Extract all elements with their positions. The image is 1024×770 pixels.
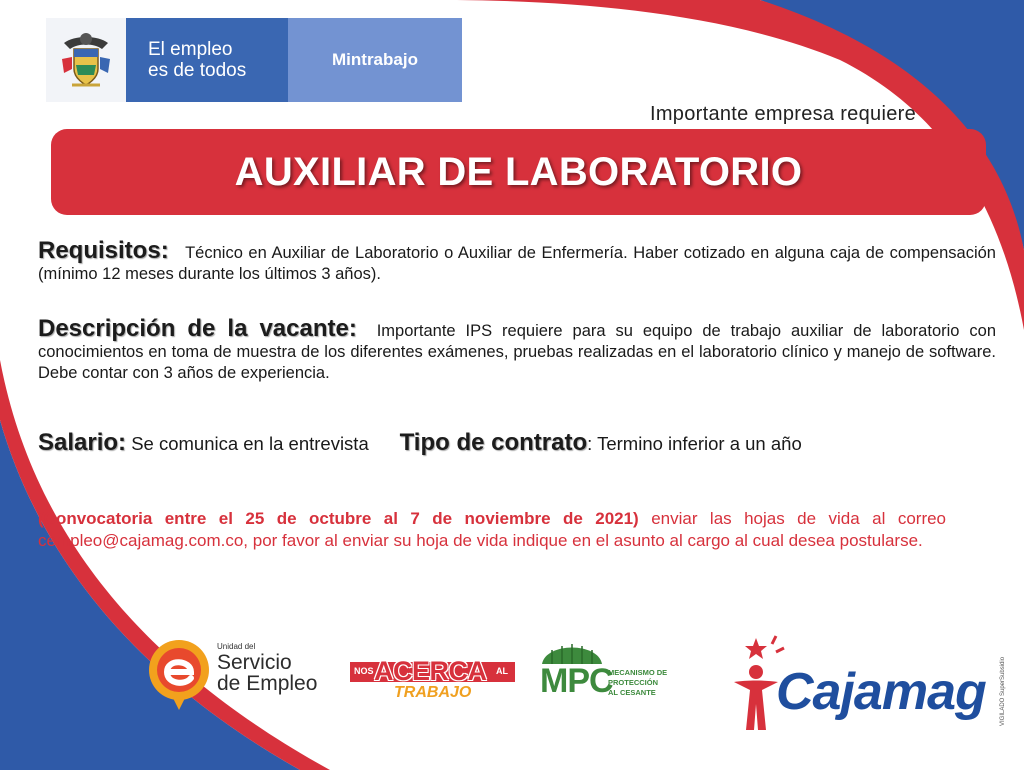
title-banner <box>51 129 986 215</box>
acerca-nos: NOS <box>354 666 374 676</box>
application-instructions: enviar las hojas de vida al correo cempleo@cajamag.com.co, por favor al enviar su hoja de vida indique en el asunto al cargo al cual desea postularse. <box>38 509 947 550</box>
servicio-small: Unidad del <box>217 642 256 651</box>
job-title: AUXILIAR DE LABORATORIO <box>234 149 803 194</box>
servicio-line-2: de Empleo <box>217 672 318 695</box>
mpc-letters: MPC <box>540 662 613 700</box>
application-period: (Convocatoria entre el 25 de octubre al 7 de noviembre de 2021) <box>38 509 639 528</box>
salary-contract-row: Salario: Se comunica en la entrevista Tipo de contrato: Termino inferior a un año <box>38 429 802 456</box>
servicio-empleo-icon <box>145 634 215 714</box>
acerca-trabajo-logo <box>350 656 515 706</box>
requirements-heading: Requisitos <box>38 237 161 264</box>
vigilado-text: VIGILADO SuperSubsidio <box>1000 656 1006 726</box>
mpc-logo <box>540 636 670 722</box>
description-text: Importante IPS requiere para su equipo de trabajo auxiliar de laboratorio con conocimientos en toma de muestra de los diferentes exámenes, pruebas realizadas en el laboratorio clínico y manejo de software. Debe contar con 3 años de experiencia. <box>38 322 996 382</box>
contract-heading: Tipo de contrato <box>399 429 588 456</box>
description-heading: Descripción de la vacante: <box>38 315 357 342</box>
cajamag-wordmark: Cajamag <box>776 663 986 721</box>
mpc-subtitle <box>608 668 667 698</box>
servicio-empleo-logo <box>145 634 335 714</box>
government-header <box>46 18 462 102</box>
slogan <box>126 18 288 102</box>
vigilado-badge <box>994 640 1008 730</box>
requirements-section: Requisitos: Técnico en Auxiliar de Laboratorio o Auxiliar de Enfermería. Haber cotizado en alguna caja de compensación (mínimo 12 meses durante los últimos 3 años). <box>38 237 996 283</box>
acerca-al: AL <box>496 666 508 676</box>
servicio-line-1: Servicio <box>217 651 292 674</box>
description-section <box>38 315 996 384</box>
tagline: Importante empresa requiere <box>649 103 916 125</box>
slogan-line-1: El empleo <box>148 39 233 60</box>
application-notice <box>38 508 946 551</box>
partner-logos <box>0 620 1024 770</box>
slogan-line-2: es de todos <box>148 60 247 81</box>
salary-heading: Salario <box>38 429 119 456</box>
mpc-line-2: PROTECCIÓN <box>608 678 659 687</box>
acerca-main: ACERCA <box>374 656 487 686</box>
acerca-trabajo: TRABAJO <box>394 684 472 701</box>
mpc-line-1: MECANISMO DE <box>608 668 668 677</box>
contract-text: Termino inferior a un año <box>597 433 802 454</box>
mpc-line-3: AL CESANTE <box>608 688 656 697</box>
coat-of-arms-icon <box>46 18 126 102</box>
salary-text: Se comunica en la entrevista <box>131 433 369 454</box>
cajamag-logo <box>726 632 1016 742</box>
requirements-text: Técnico en Auxiliar de Laboratorio o Auxiliar de Enfermería. Haber cotizado en alguna caja de compensación (mínimo 12 meses durante los últimos 3 años). <box>38 244 996 283</box>
ministry-label: Mintrabajo <box>288 18 462 102</box>
